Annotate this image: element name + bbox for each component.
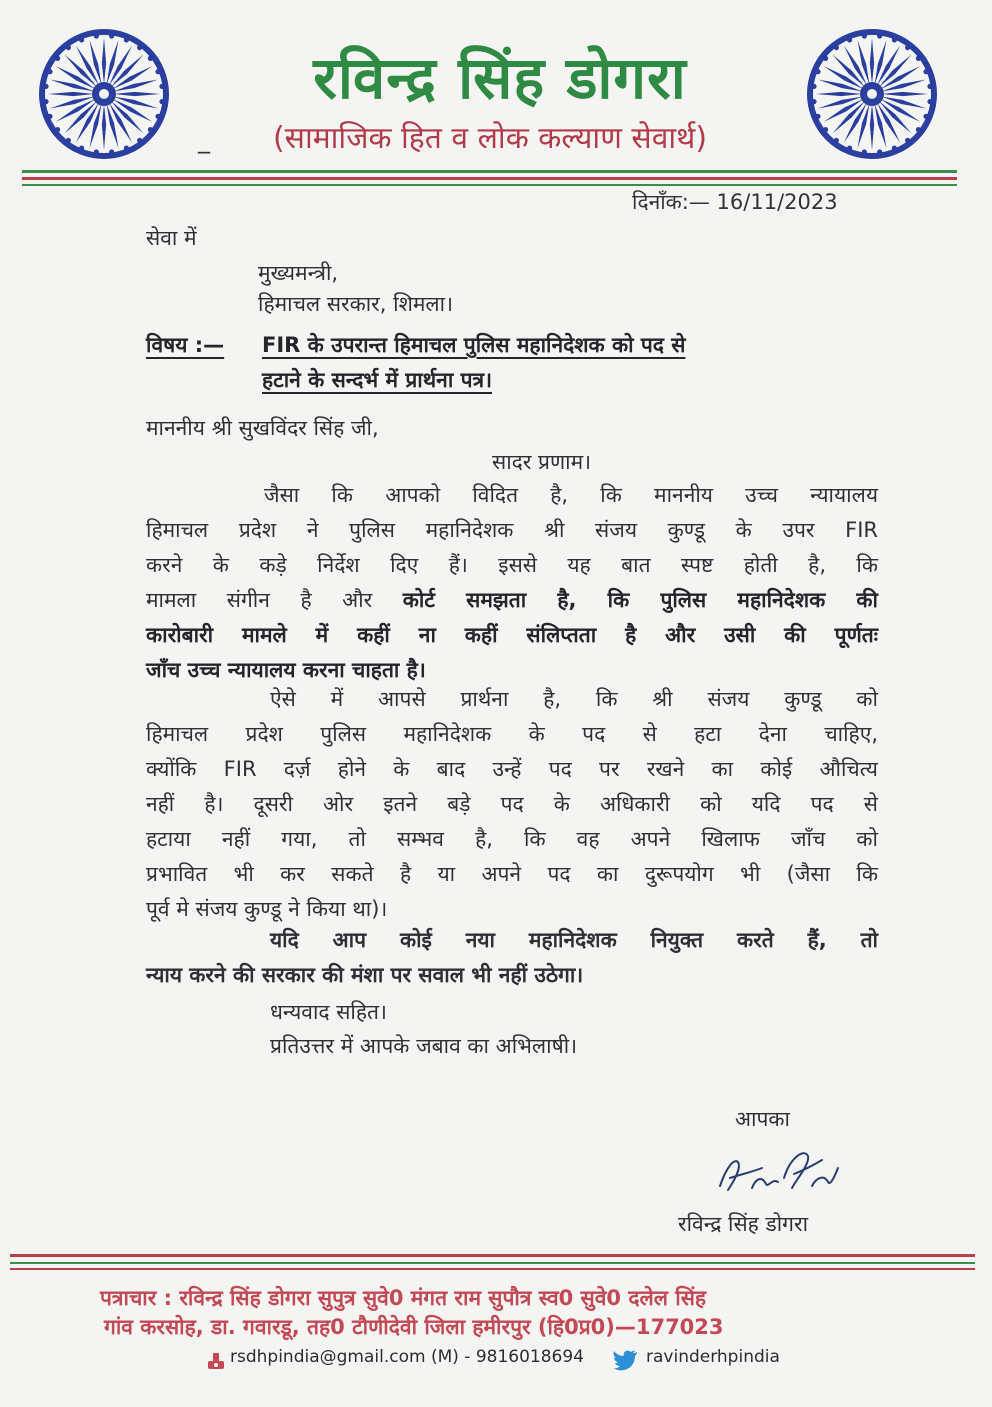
p1-line-5: कारोबारी मामले में कहीं ना कहीं संलिप्तता है और उसी की पूर्णतः: [146, 623, 878, 647]
p2-line-4: नहीं है। दूसरी ओर इतने बड़े पद के अधिकारी को यदि पद से: [146, 792, 878, 816]
yours: आपका: [735, 1107, 790, 1131]
subject-label: विषय :—: [146, 333, 225, 357]
signatory-name: रविन्द्र सिंह डोगरा: [678, 1212, 809, 1236]
footer-address-line-2: गांव करसोह, डा. गवारडू, तह0 टौणीदेवी जिला हमीरपुर (हि0प्र0)—177023: [104, 1315, 724, 1339]
p1-line-4-bold: कोर्ट समझता है, कि पुलिस महानिदेशक की: [402, 588, 878, 612]
p3-line-1: यदि आप कोई नया महानिदेशक नियुक्त करते हैं, तो: [270, 928, 878, 952]
p2-line-7: पूर्व मे संजय कुण्डू ने किया था)।: [146, 897, 388, 921]
body-paragraph-1: [146, 478, 878, 688]
recipient-line-2: हिमाचल सरकार, शिमला।: [258, 292, 454, 316]
awaiting-reply: प्रतिउत्तर में आपके जबाव का अभिलाषी।: [270, 1034, 578, 1058]
phone-icon: [206, 1349, 226, 1371]
header-rule-red: [22, 177, 957, 180]
p1-line-3: करने के कड़े निर्देश दिए हैं। इससे यह बात स्पष्ट होती है, कि: [146, 553, 878, 577]
subject-line-1: FIR के उपरान्त हिमाचल पुलिस महानिदेशक को पद से: [262, 333, 686, 357]
subject-line-2: हटाने के सन्दर्भ में प्रार्थना पत्र।: [262, 368, 493, 392]
letterhead-name: रविन्द्र सिंह डोगरा: [313, 44, 687, 112]
p2-line-1: ऐसे में आपसे प्रार्थना है, कि श्री संजय कुण्डू को: [270, 687, 878, 711]
p1-line-4-regular: मामला संगीन है और: [146, 588, 373, 612]
addressee: माननीय श्री सुखविंदर सिंह जी,: [146, 416, 379, 440]
header-rule-green-2: [22, 184, 957, 186]
ashoka-chakra-left-icon: [38, 28, 170, 160]
body-paragraph-3: [146, 923, 878, 993]
p1-line-4: [146, 583, 878, 618]
header-rule-green: [22, 170, 957, 173]
thanks: धन्यवाद सहित।: [270, 1000, 387, 1024]
p3-line-2: न्याय करने की सरकार की मंशा पर सवाल भी नहीं उठेगा।: [146, 963, 584, 987]
email-and-mobile[interactable]: rsdhpindia@gmail.com (M) - 9816018694: [230, 1347, 584, 1367]
salutation: सेवा में: [146, 226, 197, 250]
letterhead-dash: _: [198, 126, 210, 154]
twitter-bird-icon: [612, 1349, 638, 1371]
p1-line-1: जैसा कि आपको विदित है, कि माननीय उच्च न्यायालय: [264, 483, 878, 507]
letterhead-tagline: (सामाजिक हित व लोक कल्याण सेवार्थ): [272, 121, 708, 156]
body-paragraph-2: [146, 682, 878, 927]
date-line: दिनाँक:— 16/11/2023: [632, 190, 838, 214]
twitter-handle[interactable]: ravinderhpindia: [646, 1347, 780, 1367]
footer-rule-red: [10, 1254, 975, 1257]
footer-rule-green: [10, 1262, 975, 1264]
footer-rule-red-2: [10, 1268, 975, 1270]
footer-address-line-1: पत्राचार : रविन्द्र सिंह डोगरा सुपुत्र सुवे0 मंगत राम सुपौत्र स्व0 सुवे0 दलेल सिंह: [100, 1286, 707, 1310]
p1-line-6: जाँच उच्च न्यायालय करना चाहता है।: [146, 658, 426, 682]
p2-line-3: क्योंकि FIR दर्ज़ होने के बाद उन्हें पद पर रखने का कोई औचित्य: [146, 757, 878, 781]
signature: [712, 1138, 842, 1204]
p2-line-5: हटाया नहीं गया, तो सम्भव है, कि वह अपने खिलाफ जाँच को: [146, 827, 878, 851]
p2-line-6: प्रभावित भी कर सकते है या अपने पद का दुरूपयोग भी (जैसा कि: [146, 862, 878, 886]
ashoka-chakra-right-icon: [806, 28, 938, 160]
recipient-line-1: मुख्यमन्त्री,: [258, 261, 339, 285]
p2-line-2: हिमाचल प्रदेश पुलिस महानिदेशक के पद से हटा देना चाहिए,: [146, 722, 878, 746]
pranam: सादर प्रणाम।: [492, 450, 592, 474]
p1-line-2: हिमाचल प्रदेश ने पुलिस महानिदेशक श्री संजय कुण्डू के उपर FIR: [146, 518, 878, 542]
